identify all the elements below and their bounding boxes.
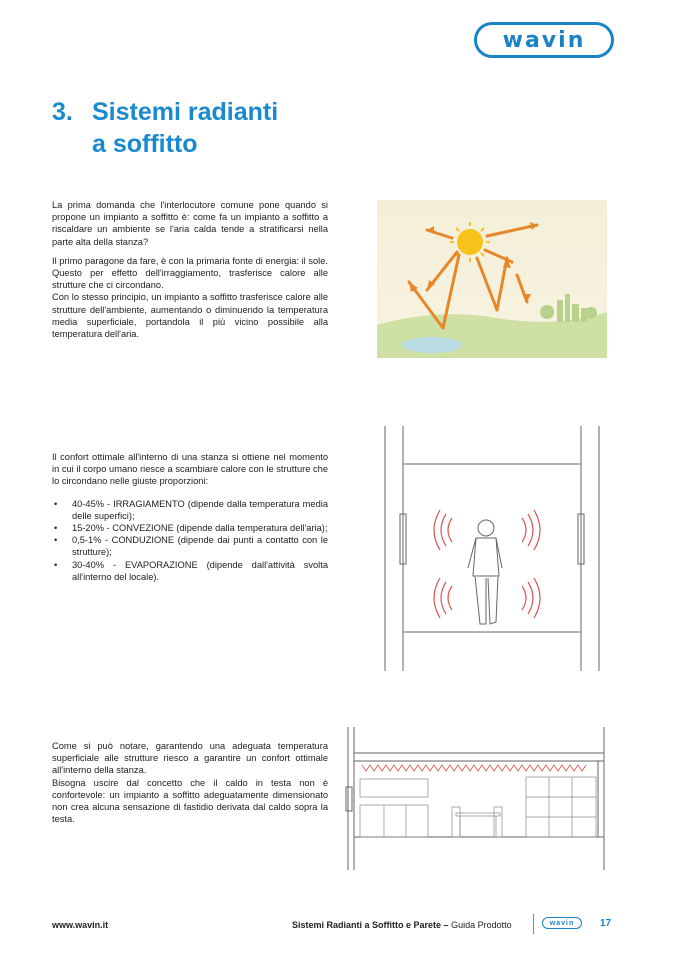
section1-paragraph: Il primo paragone da fare, è con la primaria fonte di energia: il sole. — [52, 255, 328, 266]
footer-wavin-logo — [542, 917, 582, 929]
room-heat-exchange-illustration — [382, 426, 602, 671]
title-line-1: Sistemi radianti — [92, 98, 279, 126]
footer-separator — [533, 914, 534, 934]
section1-paragraph: Con lo stesso principio, un impianto a soffitto trasferisce calore alle strutture dell'ambiente, aumentando o diminuendo la temperatura media superficiale, portandola il più vicino possibile alla temperatura dell'aria. — [52, 292, 328, 340]
section1-text — [52, 199, 328, 347]
logo-text: wavin — [502, 27, 586, 53]
person-figure — [468, 520, 502, 624]
furniture — [360, 777, 596, 837]
section3-paragraph: Come si può notare, garantendo una adeguata temperatura superficiale alle strutture riesco a garantire un confort ottimale all'interno della stanza. — [52, 741, 328, 776]
section1-paragraph: Questo per effetto dell'irraggiamento, trasferisce calore alle strutture che ci circondano. — [52, 268, 328, 291]
building-section-illustration — [344, 727, 612, 870]
wavin-logo — [474, 22, 614, 58]
section2-text — [52, 451, 328, 583]
doc-subtitle: Guida Prodotto — [451, 920, 512, 930]
footer-logo-text: wavin — [549, 919, 575, 927]
lake — [402, 337, 462, 353]
title-line-2: a soffitto — [92, 130, 198, 158]
page-number: 17 — [600, 918, 612, 929]
list-item: • 30-40% - EVAPORAZIONE (dipende dall'attività svolta all'interno del locale). — [52, 559, 328, 583]
footer-document-title — [292, 920, 512, 930]
list-item: • 0,5-1% - CONDUZIONE (dipende dai punti a contatto con le strutture); — [52, 534, 328, 558]
page-title — [52, 96, 278, 160]
section-number: 3. — [52, 98, 73, 126]
building-outline — [346, 727, 604, 870]
sun-radiation-illustration — [377, 200, 607, 358]
ceiling-radiant-pattern — [362, 765, 586, 771]
comfort-list — [52, 498, 328, 583]
section2-intro: Il confort ottimale all'interno di una stanza si ottiene nel momento in cui il corpo umano riesce a scambiare calore con le strutture che lo circondano nelle giuste proporzioni: — [52, 452, 328, 487]
section3-text — [52, 740, 328, 832]
section3-paragraph: Bisogna uscire dal concetto che il caldo in testa non è confortevole: un impianto a soffitto adeguatamente dimensionato non crea alcuna sensazione di fastidio derivata dal caldo sopra la testa. — [52, 777, 328, 825]
section1-paragraph: La prima domanda che l'interlocutore comune pone quando si propone un impianto a soffitto è: come fa un impianto a soffitto a riscaldare un ambiente se l'aria calda tende a stratificarsi nella parte alta della stanza? — [52, 200, 328, 247]
list-item: • 40-45% - IRRAGIAMENTO (dipende dalla temperatura media delle superfici); — [52, 498, 328, 522]
doc-title: Sistemi Radianti a Soffitto e Parete – — [292, 920, 449, 930]
list-item: • 15-20% - CONVEZIONE (dipende dalla temperatura dell'aria); — [52, 522, 328, 534]
footer-website: www.wavin.it — [52, 920, 109, 930]
